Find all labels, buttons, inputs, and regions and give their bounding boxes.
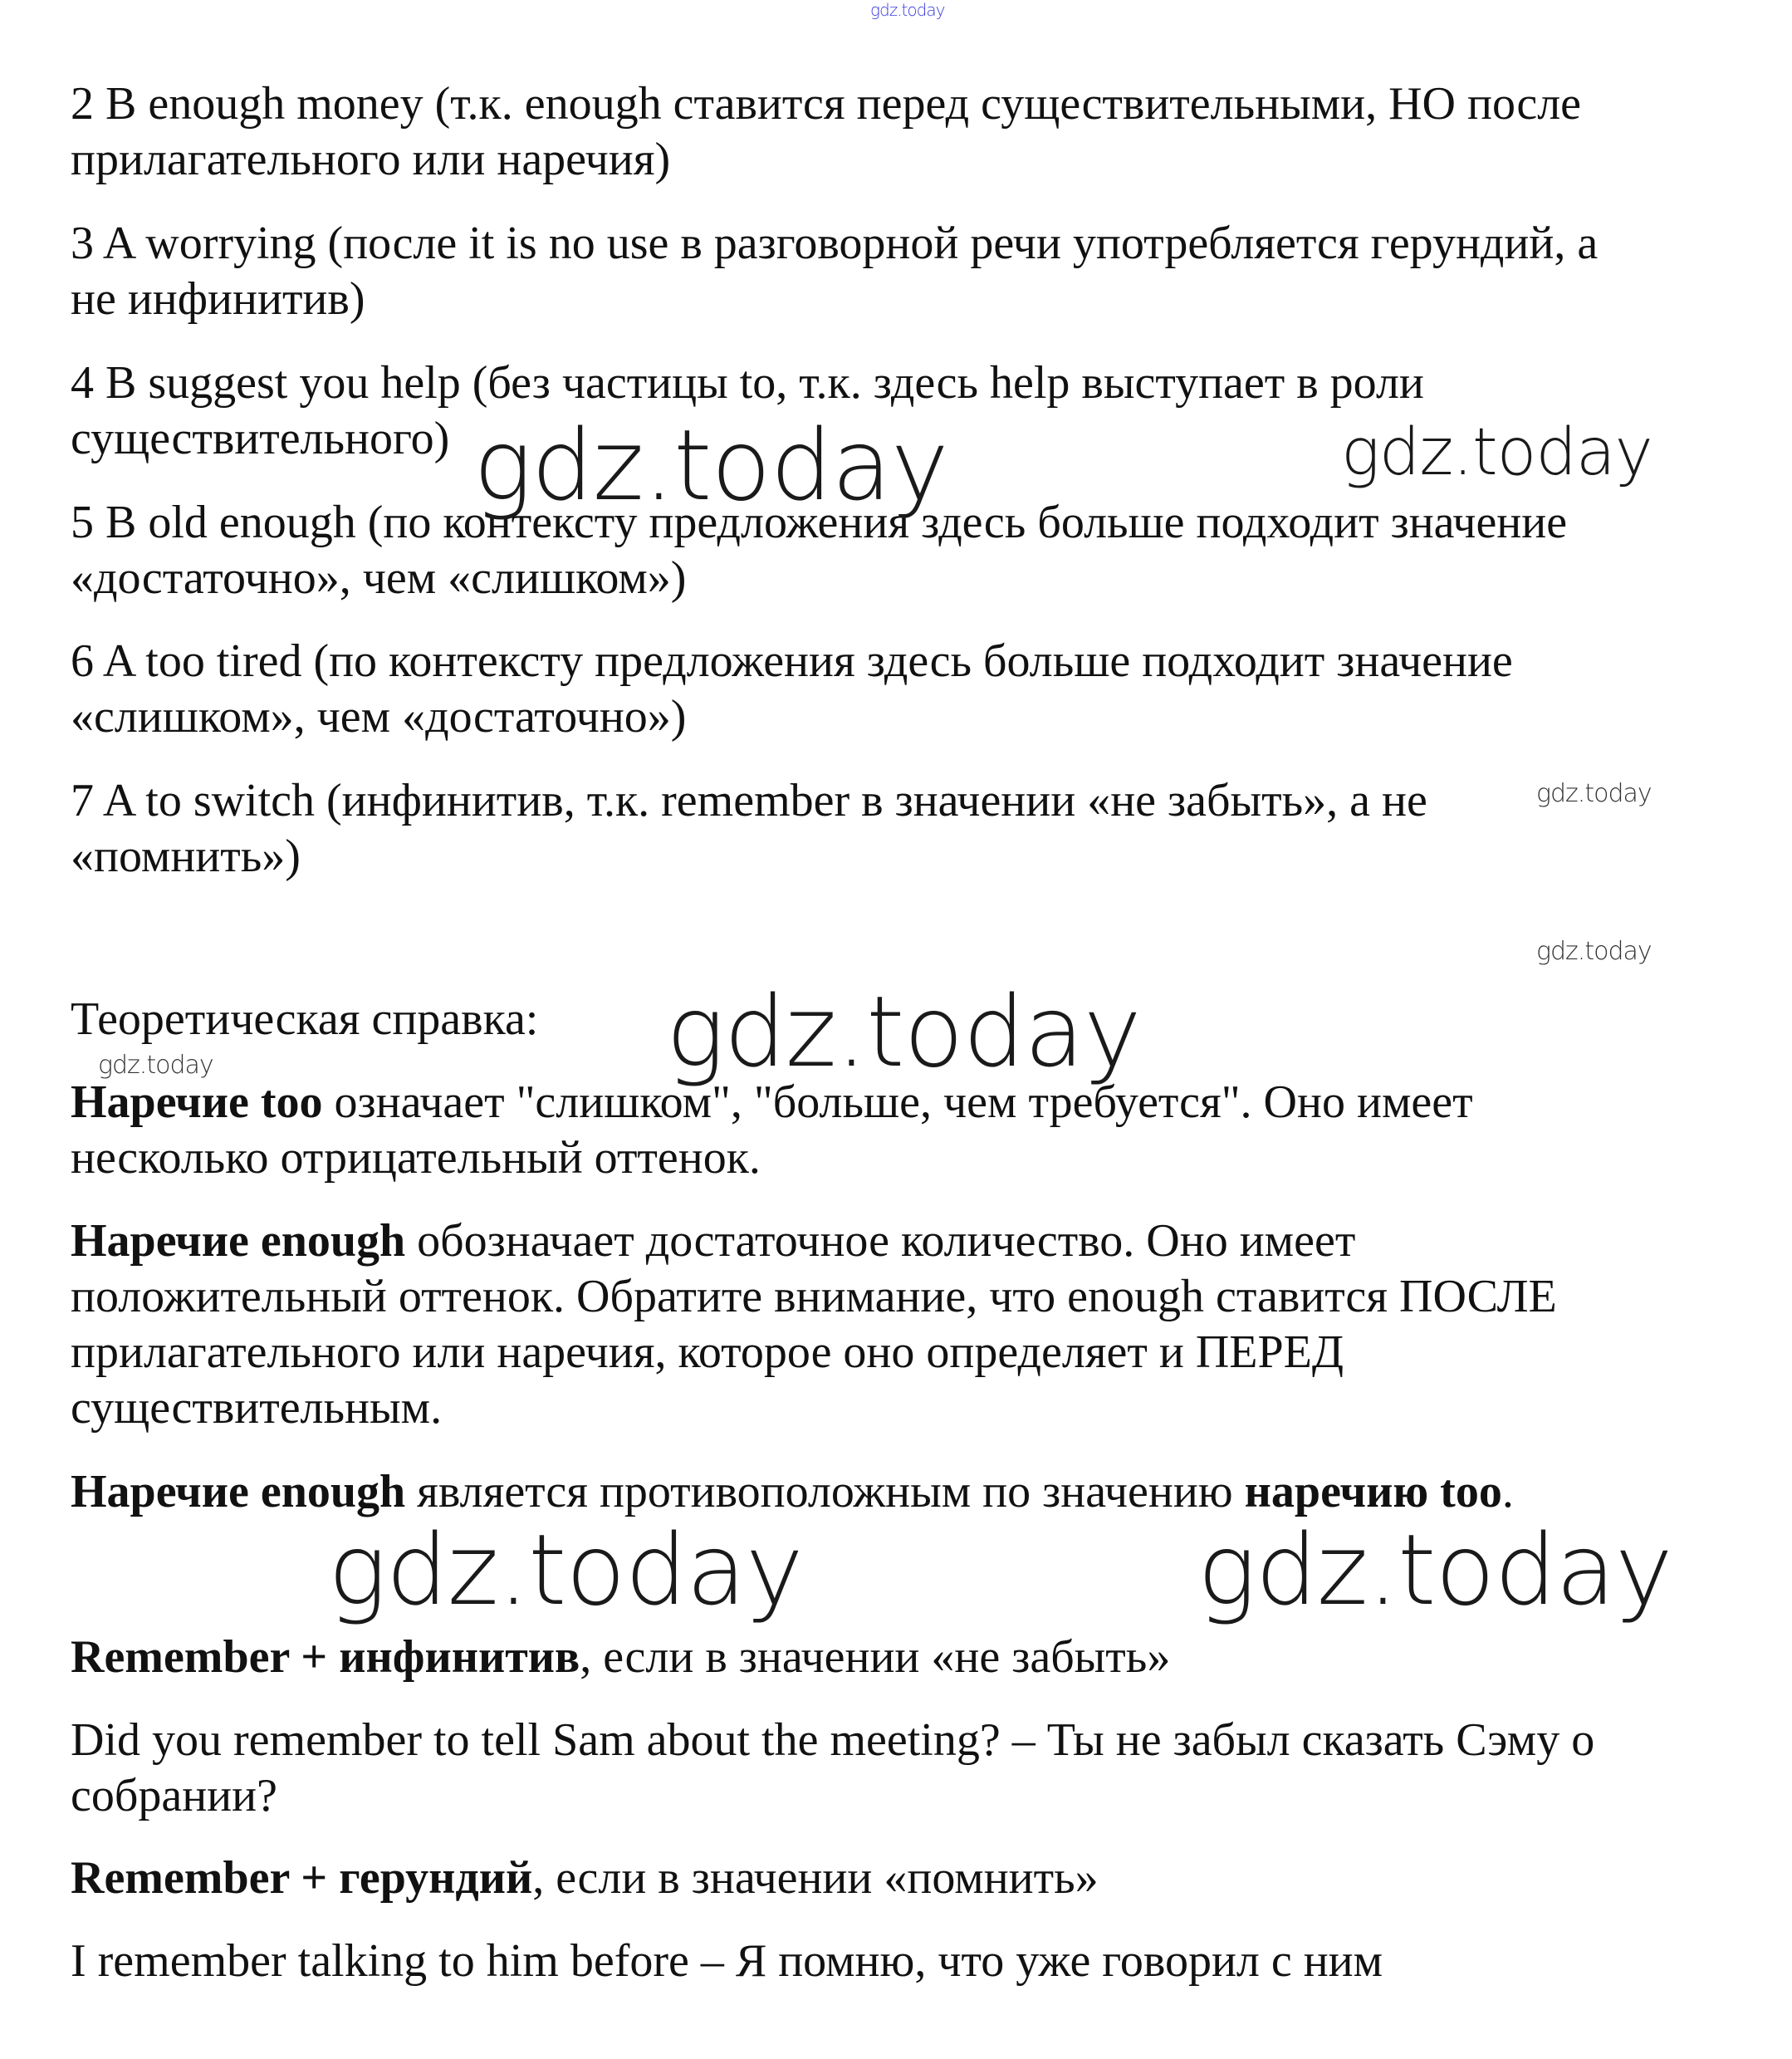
watermark: gdz.today: [473, 408, 948, 522]
watermark: gdz.today: [1197, 1512, 1672, 1627]
theory-remember-gerund-example: I remember talking to him before – Я помню, что уже говорил с ним: [71, 1935, 1383, 1987]
watermark: gdz.today: [1536, 779, 1652, 808]
theory-remember-infinitive-example: Did you remember to tell Sam about the meeting? – Ты не забыл сказать Сэму о собрании?: [71, 1714, 1595, 1821]
watermark: gdz.today: [328, 1512, 803, 1627]
answer-6: 6 A too tired (по контексту предложения здесь больше подходит значение «слишком», чем «достаточно»): [71, 635, 1513, 743]
watermark: gdz.today: [666, 974, 1141, 1089]
theory-enough: Наречие enough обозначает достаточное количество. Оно имеет положительный оттенок. Обратите внимание, что enough ставится ПОСЛЕ прилагательного или наречия, которое оно определяет и ПЕРЕД существительным.: [71, 1215, 1557, 1434]
theory-opposite: Наречие enough является противоположным по значению наречию too.: [71, 1466, 1514, 1517]
answer-2: 2 B enough money (т.к. enough ставится перед существительными, НО после прилагательного или наречия): [71, 78, 1582, 185]
watermark: gdz.today: [1536, 937, 1652, 966]
theory-too: Наречие too означает "слишком", "больше, чем требуется". Оно имеет несколько отрицательный оттенок.: [71, 1076, 1473, 1184]
theory-heading: Теоретическая справка:: [71, 993, 539, 1045]
watermark: gdz.today: [870, 0, 945, 20]
answer-5: 5 B old enough (по контексту предложения здесь больше подходит значение «достаточно», чем «слишком»): [71, 497, 1568, 604]
answer-7: 7 A to switch (инфинитив, т.к. remember в значении «не забыть», а не «помнить»): [71, 775, 1427, 882]
theory-remember-infinitive: Remember + инфинитив, если в значении «не забыть»: [71, 1631, 1171, 1683]
answer-3: 3 A worrying (после it is no use в разговорной речи употребляется герундий, а не инфинитив): [71, 218, 1599, 325]
watermark: gdz.today: [1341, 415, 1652, 490]
watermark: gdz.today: [98, 1051, 213, 1080]
answer-4: 4 B suggest you help (без частицы to, т.к. здесь help выступает в роли существительного): [71, 357, 1424, 464]
theory-remember-gerund: Remember + герундий, если в значении «помнить»: [71, 1852, 1099, 1904]
